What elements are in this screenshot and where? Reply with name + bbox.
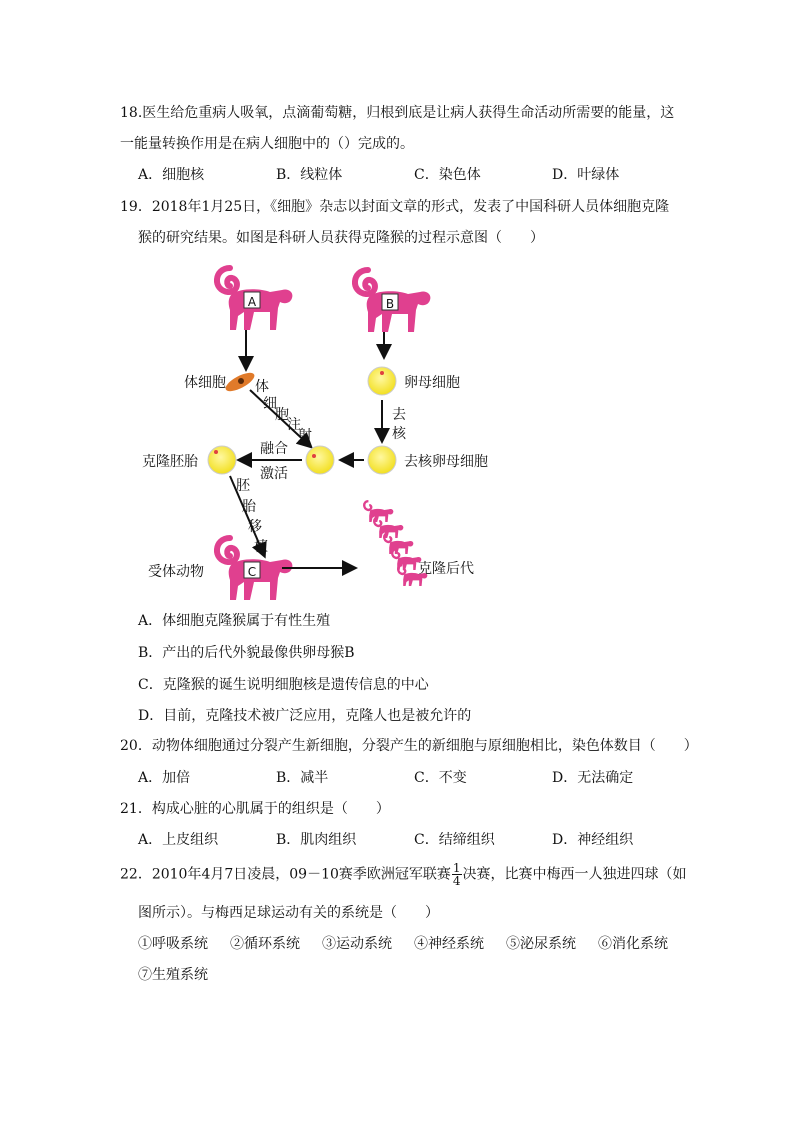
q18-option-d[interactable]: D．叶绿体 bbox=[552, 167, 620, 183]
q21-option-a[interactable]: A．上皮组织 bbox=[138, 832, 219, 848]
injection-char-1: 体 bbox=[255, 379, 269, 395]
q22-system-6: ⑥消化系统 bbox=[598, 936, 668, 952]
monkey-a-label: A bbox=[247, 295, 257, 309]
injection-char-4: 注 bbox=[287, 417, 301, 433]
transfer-char-3: 移 bbox=[248, 519, 262, 535]
q22-fraction-numerator: 1 bbox=[452, 861, 461, 875]
q19-option-a[interactable]: A．体细胞克隆猴属于有性生殖 bbox=[138, 613, 331, 629]
q18-stem-line1: 18.医生给危重病人吸氧，点滴葡萄糖，归根到底是让病人获得生命活动所需要的能量，这 bbox=[120, 105, 675, 121]
clone-embryo-icon bbox=[208, 446, 236, 474]
q22-stem-pre: 22．2010年4月7日凌晨，09－10赛季欧洲冠军联赛 bbox=[120, 866, 451, 883]
recipient-label: 受体动物 bbox=[148, 564, 204, 580]
q22-stem-line2: 图所示）。与梅西足球运动有关的系统是（ ） bbox=[138, 905, 439, 921]
somatic-cell-label: 体细胞 bbox=[184, 375, 226, 391]
transfer-char-1: 胚 bbox=[236, 478, 250, 494]
q21-option-b[interactable]: B．肌肉组织 bbox=[276, 832, 357, 848]
monkey-a-icon bbox=[217, 268, 292, 330]
injection-char-5: 射 bbox=[298, 428, 312, 444]
q20-option-c[interactable]: C．不变 bbox=[414, 770, 467, 786]
q22-stem-line1 bbox=[120, 862, 687, 887]
q19-stem-line1: 19．2018年1月25日，《细胞》杂志以封面文章的形式，发表了中国科研人员体细胞克隆 bbox=[120, 199, 670, 215]
injection-char-2: 细 bbox=[263, 396, 277, 412]
q20-option-b[interactable]: B．减半 bbox=[276, 770, 329, 786]
fusion-label: 融合 bbox=[260, 441, 288, 457]
q22-system-3: ③运动系统 bbox=[322, 936, 392, 952]
monkey-b-label: B bbox=[385, 297, 395, 311]
monkey-b-icon bbox=[355, 270, 430, 332]
q20-option-d[interactable]: D．无法确定 bbox=[552, 770, 634, 786]
q20-stem: 20．动物体细胞通过分裂产生新细胞，分裂产生的新细胞与原细胞相比，染色体数目（ ） bbox=[120, 738, 698, 754]
reconstructed-egg-icon bbox=[306, 446, 334, 474]
offspring-label: 克隆后代 bbox=[418, 561, 474, 577]
enucleate-char-2: 核 bbox=[392, 426, 406, 442]
q19-option-d[interactable]: D．目前，克隆技术被广泛应用，克隆人也是被允许的 bbox=[138, 708, 472, 724]
q19-option-b[interactable]: B．产出的后代外貌最像供卵母猴B bbox=[138, 645, 355, 661]
enucleated-egg-label: 去核卵母细胞 bbox=[404, 454, 488, 470]
q21-option-d[interactable]: D．神经组织 bbox=[552, 832, 634, 848]
q21-option-c[interactable]: C．结缔组织 bbox=[414, 832, 495, 848]
q22-system-1: ①呼吸系统 bbox=[138, 936, 208, 952]
q22-fraction bbox=[452, 862, 462, 887]
transfer-char-4: 植 bbox=[254, 539, 268, 555]
q18-stem-line2: 一能量转换作用是在病人细胞中的（）完成的。 bbox=[120, 136, 414, 152]
activation-label: 激活 bbox=[260, 466, 288, 482]
monkey-c-label: C bbox=[247, 565, 257, 579]
q22-system-5: ⑤泌尿系统 bbox=[506, 936, 576, 952]
q19-stem-line2: 猴的研究结果。如图是科研人员获得克隆猴的过程示意图（ ） bbox=[138, 230, 544, 246]
q22-system-7: ⑦生殖系统 bbox=[138, 967, 208, 983]
q18-option-a[interactable]: A．细胞核 bbox=[138, 167, 205, 183]
enucleated-egg-icon bbox=[368, 446, 396, 474]
q20-option-a[interactable]: A．加倍 bbox=[138, 770, 191, 786]
injection-char-3: 胞 bbox=[275, 407, 289, 423]
q22-fraction-denominator: 4 bbox=[452, 874, 461, 888]
transfer-char-2: 胎 bbox=[242, 499, 256, 515]
q22-system-2: ②循环系统 bbox=[230, 936, 300, 952]
q21-stem: 21．构成心脏的心肌属于的组织是（ ） bbox=[120, 801, 390, 817]
q22-system-4: ④神经系统 bbox=[414, 936, 484, 952]
cloning-process-diagram bbox=[120, 250, 580, 600]
egg-cell-label: 卵母细胞 bbox=[404, 375, 460, 391]
enucleate-char-1: 去 bbox=[392, 407, 406, 423]
q19-option-c[interactable]: C．克隆猴的诞生说明细胞核是遗传信息的中心 bbox=[138, 677, 429, 693]
q18-option-c[interactable]: C．染色体 bbox=[414, 167, 481, 183]
q22-stem-post: 决赛，比赛中梅西一人独进四球（如 bbox=[462, 866, 687, 883]
clone-embryo-label: 克隆胚胎 bbox=[142, 454, 198, 470]
q18-option-b[interactable]: B．线粒体 bbox=[276, 167, 343, 183]
